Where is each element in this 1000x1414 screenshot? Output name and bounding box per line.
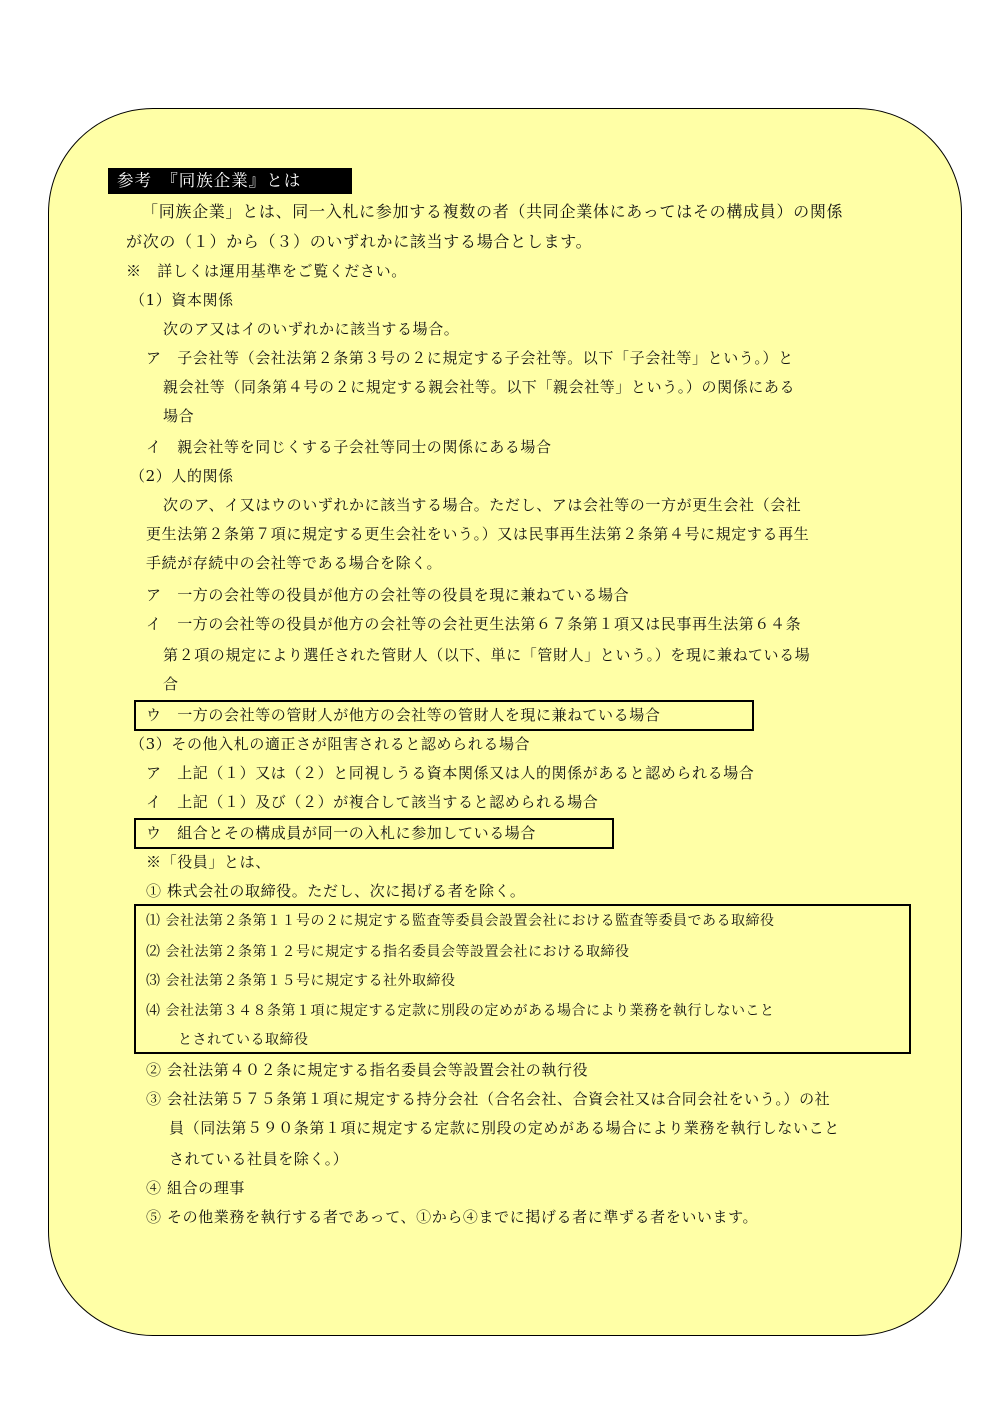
s2-u: ウ 一方の会社等の管財人が他方の会社等の管財人を現に兼ねている場合 <box>146 706 661 724</box>
s3-u: ウ 組合とその構成員が同一の入札に参加している場合 <box>146 824 537 842</box>
exclusion-2: ⑵ 会社法第２条第１２号に規定する指名委員会等設置会社における取締役 <box>146 944 630 960</box>
s1-a-line-1: ア 子会社等（会社法第２条第３号の２に規定する子会社等。以下「子会社等」という。）と <box>146 349 794 367</box>
officers-item-3-line-3: されている社員を除く。） <box>169 1150 349 1168</box>
s2-lead-line-1: 次のア、イ又はウのいずれかに該当する場合。ただし、アは会社等の一方が更生会社（会社 <box>163 496 802 514</box>
s3-heading: （3）その他入札の適正さが阻害されると認められる場合 <box>130 735 531 753</box>
s2-i-line-2: 第２項の規定により選任された管財人（以下、単に「管財人」という。）を現に兼ねている場 <box>163 646 811 664</box>
officers-item-2: ② 会社法第４０２条に規定する指名委員会等設置会社の執行役 <box>146 1061 589 1079</box>
exclusion-3: ⑶ 会社法第２条第１５号に規定する社外取締役 <box>146 973 456 989</box>
s1-a-line-3: 場合 <box>163 407 195 425</box>
exclusion-1: ⑴ 会社法第２条第１１号の２に規定する監査等委員会設置会社における監査等委員である取締役 <box>146 913 775 929</box>
s2-a: ア 一方の会社等の役員が他方の会社等の役員を現に兼ねている場合 <box>146 586 630 604</box>
s3-i: イ 上記（１）及び（２）が複合して該当すると認められる場合 <box>146 793 599 811</box>
s2-i-line-1: イ 一方の会社等の役員が他方の会社等の会社更生法第６７条第１項又は民事再生法第６４条 <box>146 615 802 633</box>
reference-note: ※ 詳しくは運用基準をご覧ください。 <box>126 262 407 280</box>
s2-i-line-3: 合 <box>163 675 179 693</box>
section-title: 参考 『同族企業』とは <box>108 168 352 194</box>
s1-i: イ 親会社等を同じくする子会社等同士の関係にある場合 <box>146 438 552 456</box>
officers-item-1: ① 株式会社の取締役。ただし、次に掲げる者を除く。 <box>146 882 526 900</box>
s2-heading: （2）人的関係 <box>130 467 234 485</box>
exclusion-4-line-2: とされている取締役 <box>178 1032 309 1048</box>
s2-lead-line-3: 手続が存続中の会社等である場合を除く。 <box>146 554 443 572</box>
s2-lead-line-2: 更生法第２条第７項に規定する更生会社をいう。）又は民事再生法第２条第４号に規定する再生 <box>146 525 810 543</box>
officers-item-3-line-2: 員（同法第５９０条第１項に規定する定款に別段の定めがある場合により業務を執行しないこと <box>169 1119 840 1137</box>
s1-a-line-2: 親会社等（同条第４号の２に規定する親会社等。以下「親会社等」という。）の関係にある <box>163 378 796 396</box>
s3-a: ア 上記（１）又は（２）と同視しうる資本関係又は人的関係があると認められる場合 <box>146 764 755 782</box>
intro-line-1: 「同族企業」とは、同一入札に参加する複数の者（共同企業体にあってはその構成員）の関係 <box>142 202 844 221</box>
officers-heading: ※「役員」とは、 <box>146 853 271 871</box>
officers-item-3-line-1: ③ 会社法第５７５条第１項に規定する持分会社（合名会社、合資会社又は合同会社をいう。）の社 <box>146 1090 831 1108</box>
s1-heading: （1）資本関係 <box>130 291 234 309</box>
exclusion-4-line-1: ⑷ 会社法第３４８条第１項に規定する定款に別段の定めがある場合により業務を執行しないこと <box>146 1003 775 1019</box>
officers-item-4: ④ 組合の理事 <box>146 1179 245 1197</box>
officers-item-5: ⑤ その他業務を執行する者であって、①から④までに掲げる者に準ずる者をいいます。 <box>146 1208 759 1226</box>
intro-line-2: が次の（１）から（３）のいずれかに該当する場合とします。 <box>126 232 593 251</box>
s1-lead: 次のア又はイのいずれかに該当する場合。 <box>163 320 460 338</box>
